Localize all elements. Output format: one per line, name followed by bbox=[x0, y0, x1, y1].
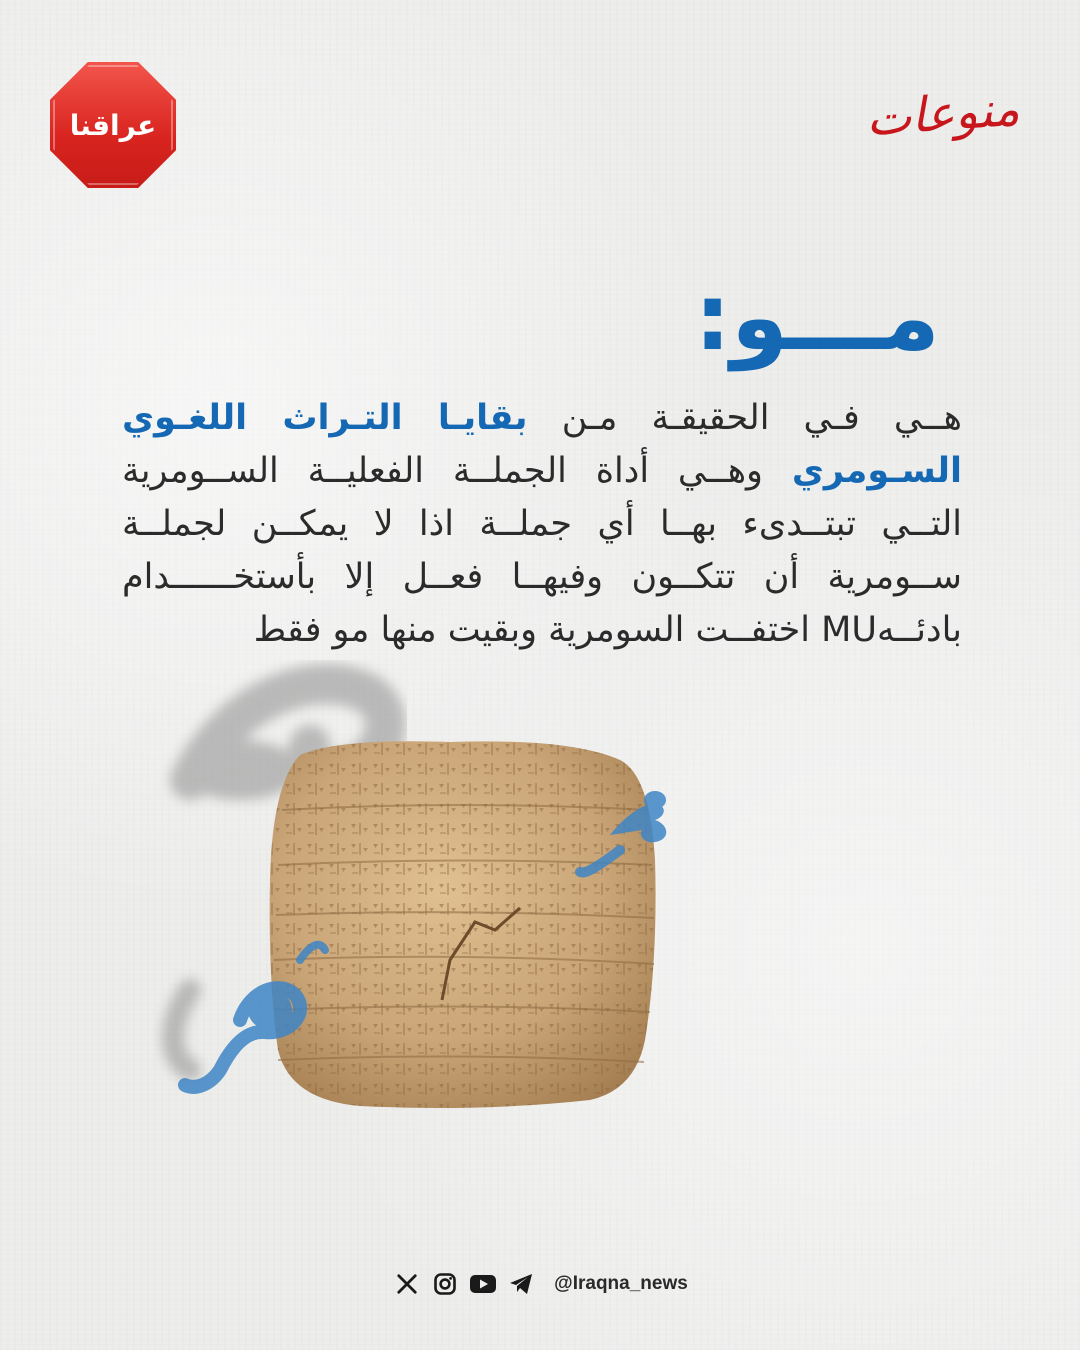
body-intro: هــي فـي الحقيقـة مـن bbox=[561, 398, 962, 438]
telegram-icon[interactable] bbox=[506, 1269, 536, 1299]
brand-logo bbox=[50, 62, 176, 188]
x-icon[interactable] bbox=[392, 1269, 422, 1299]
youtube-icon[interactable] bbox=[468, 1269, 498, 1299]
section-label bbox=[858, 64, 1028, 164]
instagram-icon[interactable] bbox=[430, 1269, 460, 1299]
body-paragraph bbox=[122, 392, 962, 657]
social-footer bbox=[0, 1266, 1080, 1302]
cuneiform-tablet-illustration bbox=[150, 660, 710, 1160]
logo-text: عراقنا bbox=[69, 108, 157, 142]
tablet-svg bbox=[150, 660, 710, 1160]
social-handle[interactable]: @Iraqna_news bbox=[554, 1273, 688, 1294]
body-highlight: بقايـا التـراث اللغـوي السـومري bbox=[122, 398, 962, 491]
body-rest: وهــي أداة الجملــة الفعليــة الســومرية التــي تبتــدىء بهــا أي جملــة اذا لا يمكــن لجملــة ســومرية أن تتكــون وفيهــا فعــل إلا بأستخــــــدام بادئــهMU اختفــت السومرية وبقيت منها مو فقط bbox=[122, 451, 962, 650]
page-title: مـــو: bbox=[694, 264, 940, 371]
section-label-text: منوعات bbox=[864, 80, 1022, 148]
